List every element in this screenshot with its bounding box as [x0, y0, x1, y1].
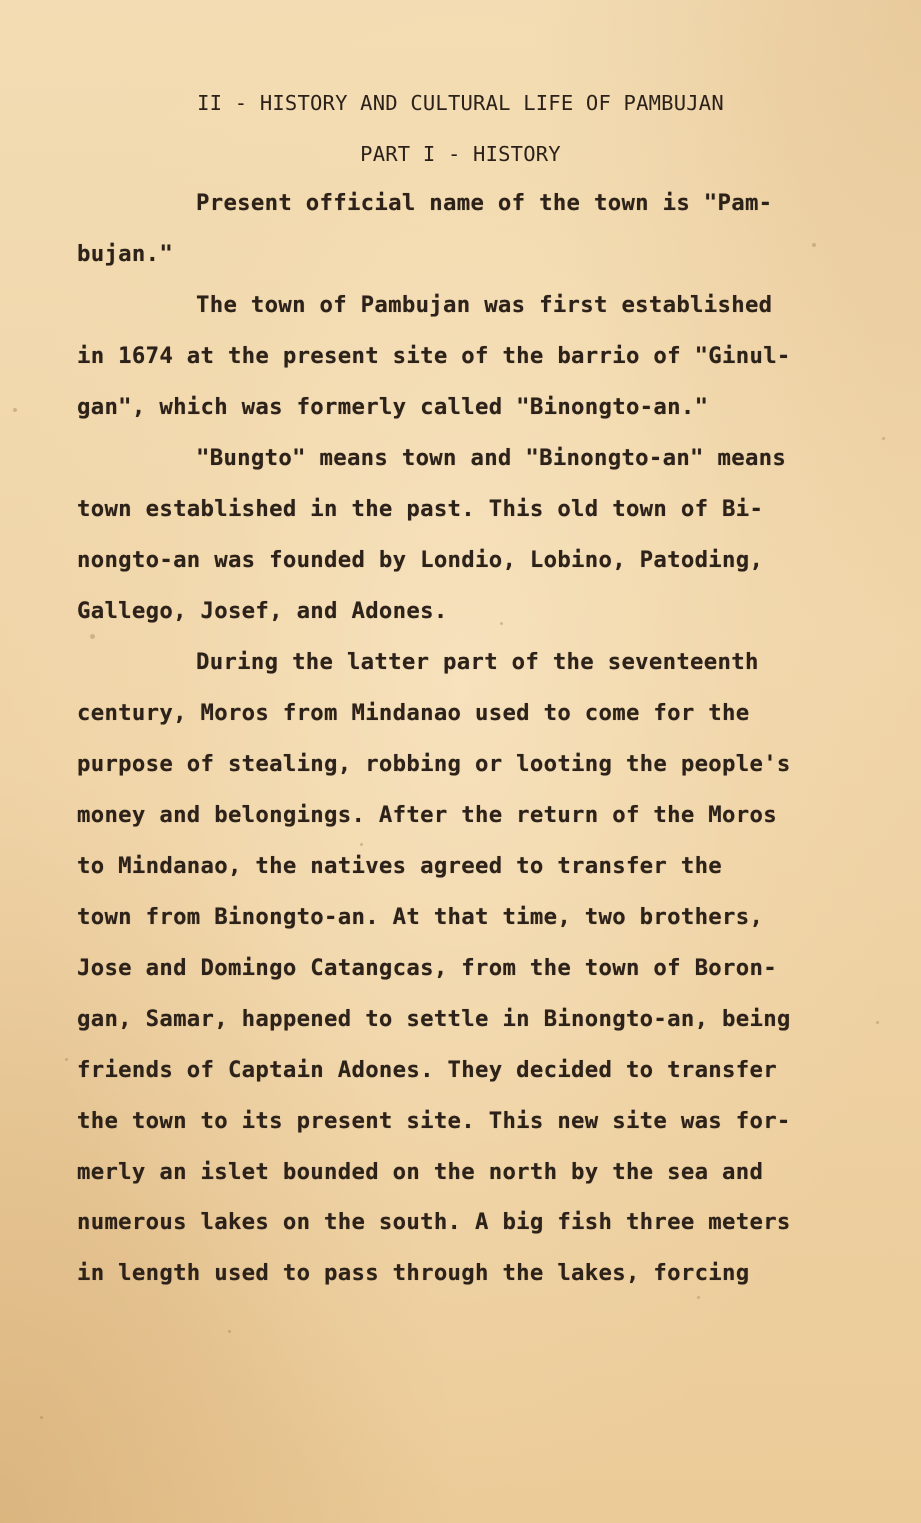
text-line: to Mindanao, the natives agreed to transfer the — [77, 853, 723, 879]
text-line: bujan." — [77, 241, 174, 267]
paper-speck — [876, 1021, 879, 1024]
text-line: town established in the past. This old town of Bi- — [77, 496, 764, 522]
paper-speck — [500, 622, 503, 625]
paper-speck — [65, 1058, 68, 1061]
paper-speck — [882, 437, 885, 440]
text-line: gan, Samar, happened to settle in Binongto-an, being — [77, 1006, 791, 1032]
text-line: Present official name of the town is "Pam- — [196, 190, 773, 216]
paper-speck — [697, 1296, 700, 1299]
text-line: town from Binongto-an. At that time, two brothers, — [77, 904, 764, 930]
paper-speck — [812, 243, 816, 247]
text-line: Gallego, Josef, and Adones. — [77, 598, 448, 624]
text-line: purpose of stealing, robbing or looting the people's — [77, 751, 791, 777]
text-line: the town to its present site. This new site was for- — [77, 1108, 791, 1134]
paper-speck — [40, 1416, 43, 1419]
text-line: "Bungto" means town and "Binongto-an" means — [196, 445, 787, 471]
text-line: money and belongings. After the return of the Moros — [77, 802, 777, 828]
text-line: During the latter part of the seventeenth — [196, 649, 759, 675]
paper-speck — [228, 1330, 231, 1333]
document-subheading: PART I - HISTORY — [360, 142, 561, 166]
paper-speck — [360, 843, 363, 846]
text-line: numerous lakes on the south. A big fish three meters — [77, 1209, 791, 1235]
paper-speck — [90, 634, 95, 639]
text-line: merly an islet bounded on the north by the sea and — [77, 1159, 764, 1185]
text-line: gan", which was formerly called "Binongto-an." — [77, 394, 709, 420]
paper-speck — [13, 408, 17, 412]
text-line: friends of Captain Adones. They decided to transfer — [77, 1057, 777, 1083]
text-line: The town of Pambujan was first established — [196, 292, 773, 318]
text-line: nongto-an was founded by Londio, Lobino, Patoding, — [77, 547, 764, 573]
text-line: Jose and Domingo Catangcas, from the town of Boron- — [77, 955, 777, 981]
text-line: century, Moros from Mindanao used to come for the — [77, 700, 750, 726]
text-line: in 1674 at the present site of the barrio of "Ginul- — [77, 343, 791, 369]
text-line: in length used to pass through the lakes, forcing — [77, 1260, 750, 1286]
document-heading: II - HISTORY AND CULTURAL LIFE OF PAMBUJAN — [197, 91, 724, 115]
